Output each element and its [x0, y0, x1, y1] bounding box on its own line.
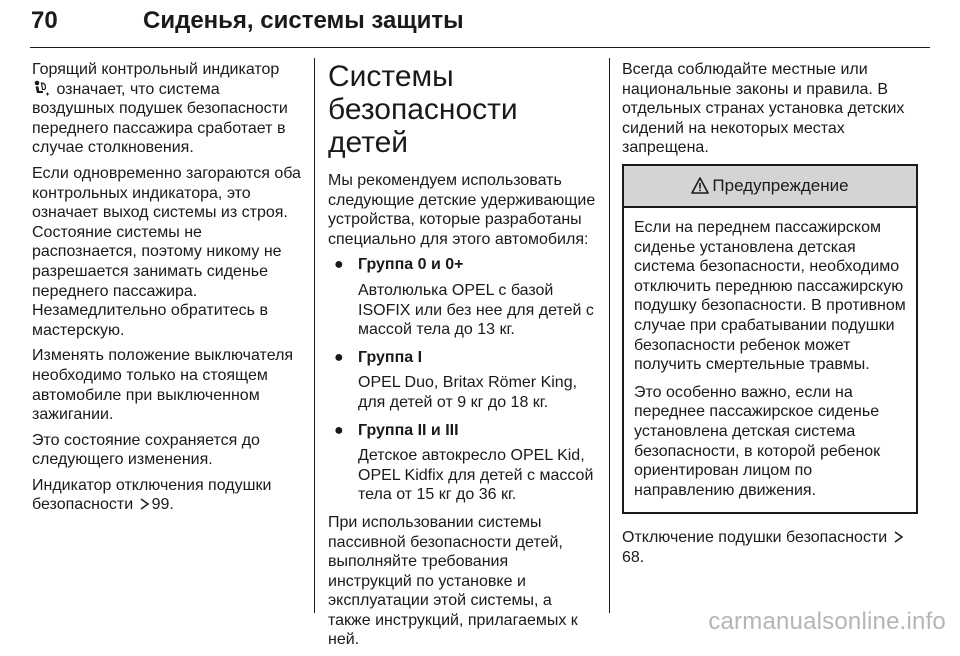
list-item [328, 421, 596, 505]
state-paragraph: Это состояние сохраняется до следующего изменения. [32, 431, 260, 469]
bullet-icon: ● [334, 348, 344, 366]
reference-page-link[interactable]: 68. [622, 548, 645, 566]
bullet-icon: ● [334, 256, 344, 274]
child-seat-groups-list [328, 255, 596, 505]
warning-triangle-icon [691, 177, 709, 194]
reference-text: Индикатор отключения подушки безопасности [32, 476, 272, 514]
warning-paragraph: Это особенно важно, если на переднее пассажирское сиденье установлена детская система безопасности, в которой ребенок ориентирован лицом по направлению движения. [634, 383, 881, 499]
group-name: Группа II и III [358, 421, 459, 439]
group-name: Группа I [358, 348, 423, 366]
list-item [328, 255, 596, 339]
column-divider-1 [314, 58, 315, 613]
bullet-icon: ● [334, 421, 344, 439]
column-1 [32, 60, 302, 521]
group-description: Детское автокресло OPEL Kid, OPEL Kidfix для детей с массой тела от 15 кг до 36 кг. [358, 447, 594, 504]
page-title: Сиденья, системы защиты [143, 7, 464, 34]
group-description: OPEL Duo, Britax Römer King, для детей от 9 кг до 18 кг. [358, 374, 578, 411]
page-number: 70 [31, 7, 58, 34]
laws-paragraph: Всегда соблюдайте местные или национальные законы и правила. В отдельных странах установка детских сидений на некоторых местах запрещена. [622, 61, 905, 157]
group-name: Группа 0 и 0+ [358, 256, 464, 274]
warning-title: Предупреждение [712, 176, 849, 196]
column-3 [622, 60, 918, 573]
column-divider-2 [609, 58, 610, 613]
switch-paragraph: Изменять положение выключателя необходимо только на стоящем автомобиле при выключенном зажигании. [32, 347, 294, 424]
reference-text: Отключение подушки безопасности [622, 529, 888, 547]
intro-paragraph: Мы рекомендуем использовать следующие детские удерживающие устройства, которые разработаны специально для этого автомобиля: [328, 172, 596, 248]
section-heading: Системы безопасности детей [328, 60, 518, 159]
warning-header [624, 166, 916, 208]
group-description: Автолюлька OPEL с базой ISOFIX или без нее для детей с массой тела до 13 кг. [358, 281, 594, 339]
page-header [30, 6, 930, 52]
warning-body [624, 208, 916, 512]
reference-paragraph [622, 528, 918, 567]
column-2 [328, 60, 596, 656]
warning-box [622, 164, 918, 514]
indicator-paragraph [32, 60, 302, 158]
header-rule [30, 47, 930, 48]
reference-paragraph [32, 476, 302, 515]
usage-paragraph: При использовании системы пассивной безопасности детей, выполняйте требования инструкций по установке и эксплуатации этой системы, а также инструкций, прилагаемых к ней. [328, 513, 578, 649]
reference-page-link[interactable]: 99. [151, 496, 174, 514]
warning-paragraph: Если на переднем пассажирском сиденье установлена детская система безопасности, необходимо отключить переднюю пассажирскую подушку безопасности. В противном случае при срабатывании подушки безопасности ребенок может получить смертельные травмы. [634, 218, 906, 374]
fault-paragraph: Если одновременно загораются оба контрольных индикатора, это означает выход системы из строя. Состояние системы не распознается, поэтому никому не разрешается занимать сиденье переднего пассажира. Незамедлительно обратитесь в мастерскую. [32, 164, 301, 339]
watermark: carmanualsonline.info [708, 608, 946, 635]
list-item [328, 348, 596, 413]
page-ref-arrow-icon [139, 497, 151, 511]
passenger-airbag-icon [32, 80, 50, 96]
indicator-text-after: означает, что система воздушных подушек безопасности переднего пассажира сработает в случае столкновения. [32, 80, 288, 157]
page-ref-arrow-icon [893, 530, 905, 544]
indicator-text-before: Горящий контрольный индикатор [32, 61, 280, 78]
